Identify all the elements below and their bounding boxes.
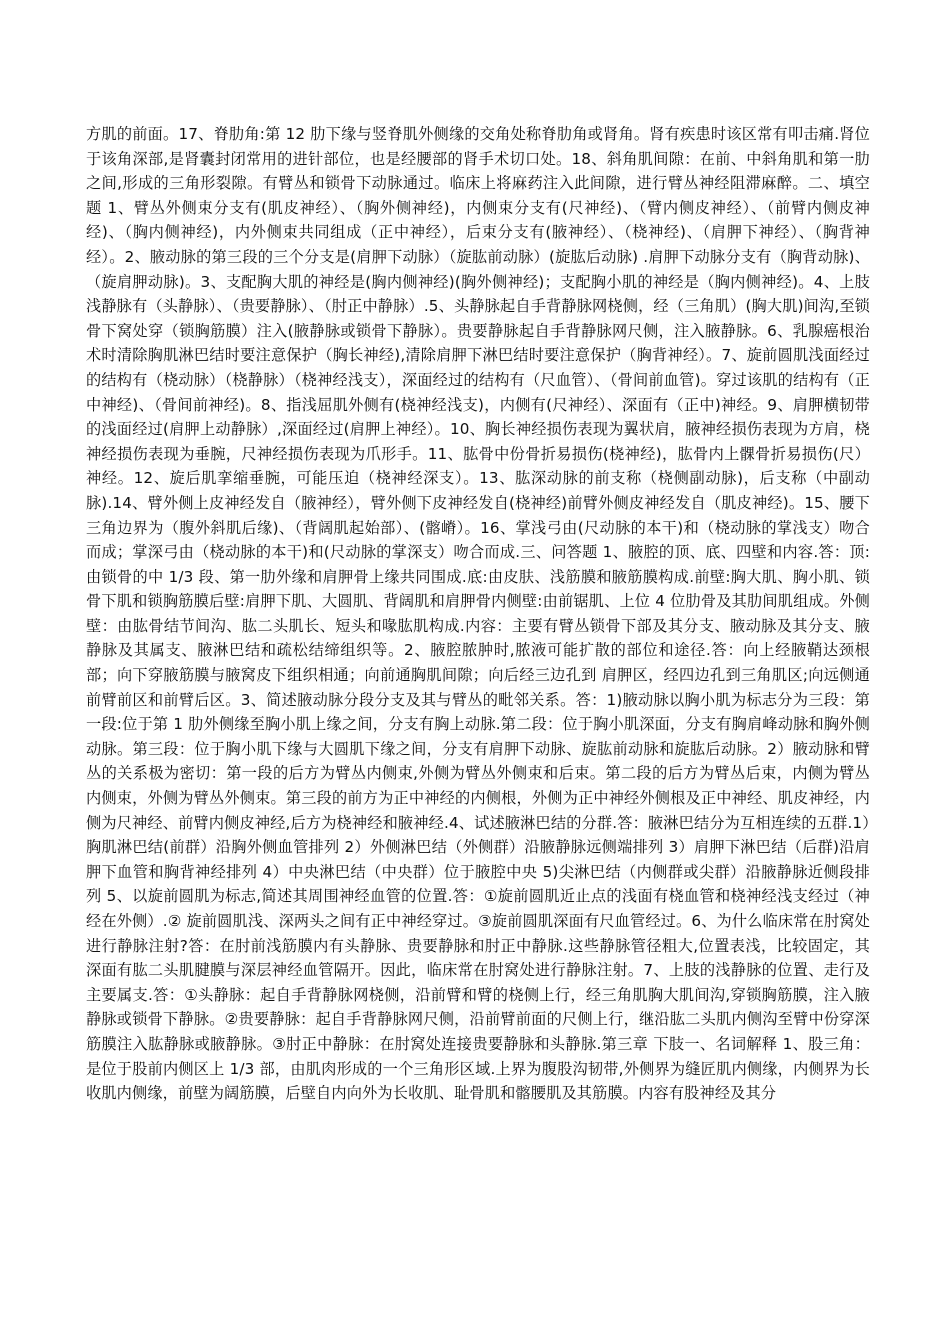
document-page <box>86 122 870 1106</box>
body-paragraph: 方肌的前面。17、脊肋角:第 12 肋下缘与竖脊肌外侧缘的交角处称脊肋角或肾角。肾有疾患时该区常有叩击痛.肾位于该角深部,是肾囊封闭常用的进针部位，也是经腰部的肾手术切口处。18、斜角肌间隙：在前、中斜角肌和第一肋之间,形成的三角形裂隙。有臂丛和锁骨下动脉通过。临床上将麻药注入此间隙，进行臂丛神经阻滞麻醉。二、填空题 1、臂丛外侧束分支有(肌皮神经）、（胸外侧神经)，内侧束分支有(尺神经)、（臂内侧皮神经）、（前臂内侧皮神经)、（胸内侧神经)，内外侧束共同组成（正中神经），后束分支有(腋神经）、（桡神经)、（肩胛下神经）、（胸背神经）。2、腋动脉的第三段的三个分支是(肩胛下动脉）（旋肱前动脉）(旋肱后动脉) .肩胛下动脉分支有（胸背动脉)、（旋肩胛动脉)。3、支配胸大肌的神经是(胸内侧神经)(胸外侧神经)；支配胸小肌的神经是（胸内侧神经)。4、上肢浅静脉有（头静脉）、（贵要静脉）、（肘正中静脉）.5、头静脉起自手背静脉网桡侧，经（三角肌）(胸大肌)间沟,至锁骨下窝处穿（锁胸筋膜）注入(腋静脉或锁骨下静脉）。贵要静脉起自手背静脉网尺侧，注入腋静脉。6、乳腺癌根治术时清除胸肌淋巴结时要注意保护（胸长神经),清除肩胛下淋巴结时要注意保护（胸背神经）。7、旋前圆肌浅面经过的结构有（桡动脉）（桡静脉）（桡神经浅支），深面经过的结构有（尺血管）、（骨间前血管)。穿过该肌的结构有（正中神经)、（骨间前神经)。8、指浅屈肌外侧有(桡神经浅支)，内侧有(尺神经）、深面有（正中)神经。9、肩胛横韧带的浅面经过(肩胛上动静脉）,深面经过(肩胛上神经）。10、胸长神经损伤表现为翼状肩，腋神经损伤表现为方肩，桡神经损伤表现为垂腕，尺神经损伤表现为爪形手。11、肱骨中份骨折易损伤(桡神经)，肱骨内上髁骨折易损伤(尺）神经。12、旋后肌挛缩垂腕，可能压迫（桡神经深支）。13、肱深动脉的前支称（桡侧副动脉)，后支称（中副动脉).14、臂外侧上皮神经发自（腋神经），臂外侧下皮神经发自(桡神经)前臂外侧皮神经发自（肌皮神经)。15、腰下三角边界为（腹外斜肌后缘)、（背阔肌起始部）、(髂嵴）。16、掌浅弓由(尺动脉的本干)和（桡动脉的掌浅支）吻合而成；掌深弓由（桡动脉的本干)和(尺动脉的掌深支）吻合而成.三、问答题 1、腋腔的顶、底、四壁和内容.答：顶:由锁骨的中 1/3 段、第一肋外缘和肩胛骨上缘共同围成.底:由皮肤、浅筋膜和腋筋膜构成.前壁:胸大肌、胸小肌、锁骨下肌和锁胸筋膜后壁:肩胛下肌、大圆肌、背阔肌和肩胛骨内侧壁:由前锯肌、上位 4 位肋骨及其肋间肌组成。外侧壁：由肱骨结节间沟、肱二头肌长、短头和喙肱肌构成.内容：主要有臂丛锁骨下部及其分支、腋动脉及其分支、腋静脉及其属支、腋淋巴结和疏松结缔组织等。2、腋腔脓肿时,脓液可能扩散的部位和途径.答：向上经腋鞘达颈根部；向下穿腋筋膜与腋窝皮下组织相通；向前通胸肌间隙；向后经三边孔到 肩胛区，经四边孔到三角肌区;向远侧通前臂前区和前臂后区。3、简述腋动脉分段分支及其与臂丛的毗邻关系。答：1)腋动脉以胸小肌为标志分为三段：第一段:位于第 1 肋外侧缘至胸小肌上缘之间，分支有胸上动脉.第二段：位于胸小肌深面，分支有胸肩峰动脉和胸外侧动脉。第三段：位于胸小肌下缘与大圆肌下缘之间，分支有肩胛下动脉、旋肱前动脉和旋肱后动脉。2）腋动脉和臂丛的关系极为密切：第一段的后方为臂丛内侧束,外侧为臂丛外侧束和后束。第二段的后方为臂丛后束，内侧为臂丛内侧束，外侧为臂丛外侧束。第三段的前方为正中神经的内侧根，外侧为正中神经外侧根及正中神经、肌皮神经，内侧为尺神经、前臂内侧皮神经,后方为桡神经和腋神经.4、试述腋淋巴结的分群.答：腋淋巴结分为互相连续的五群.1）胸肌淋巴结(前群）沿胸外侧血管排列 2）外侧淋巴结（外侧群）沿腋静脉远侧端排列 3）肩胛下淋巴结（后群)沿肩胛下血管和胸背神经排列 4）中央淋巴结（中央群）位于腋腔中央 5)尖淋巴结（内侧群或尖群）沿腋静脉近侧段排列 5、以旋前圆肌为标志,简述其周围神经血管的位置.答：①旋前圆肌近止点的浅面有桡血管和桡神经浅支经过（神经在外侧）.② 旋前圆肌浅、深两头之间有正中神经穿过。③旋前圆肌深面有尺血管经过。6、为什么临床常在肘窝处进行静脉注射?答：在肘前浅筋膜内有头静脉、贵要静脉和肘正中静脉.这些静脉管径粗大,位置表浅，比较固定，其深面有肱二头肌腱膜与深层神经血管隔开。因此，临床常在肘窝处进行静脉注射。7、上肢的浅静脉的位置、走行及主要属支.答：①头静脉：起自手背静脉网桡侧，沿前臂和臂的桡侧上行，经三角肌胸大肌间沟,穿锁胸筋膜，注入腋静脉或锁骨下静脉。②贵要静脉：起自手背静脉网尺侧，沿前臂前面的尺侧上行，继沿肱二头肌内侧沟至臂中份穿深筋膜注入肱静脉或腋静脉。③肘正中静脉：在肘窝处连接贵要静脉和头静脉.第三章 下肢一、名词解释 1、股三角：是位于股前内侧区上 1/3 部，由肌肉形成的一个三角形区域.上界为腹股沟韧带,外侧界为缝匠肌内侧缘，内侧界为长收肌内侧缘，前壁为阔筋膜，后壁自内向外为长收肌、耻骨肌和髂腰肌及其筋膜。内容有股神经及其分 <box>86 125 870 1103</box>
